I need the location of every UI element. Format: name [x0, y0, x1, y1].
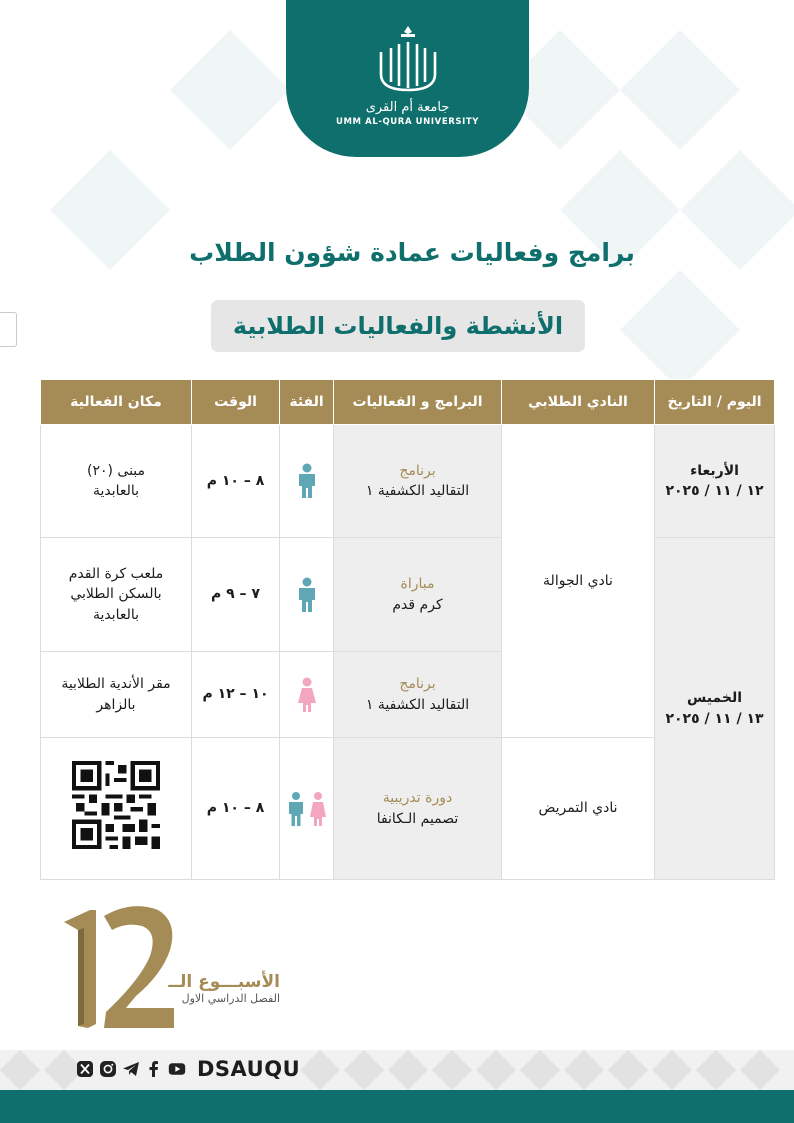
location-cell — [41, 538, 192, 652]
side-decoration — [0, 312, 17, 347]
club-cell-rovers: نادي الجوالة — [502, 425, 655, 738]
program-name: كرم قدم — [392, 596, 443, 613]
header-programs: البرامج و الفعاليات — [334, 380, 502, 425]
time-cell: ٧ – ٩ م — [192, 538, 280, 652]
header-location: مكان الفعالية — [41, 380, 192, 425]
location-line: بالعابدية — [92, 606, 140, 623]
program-cell — [334, 738, 502, 880]
location-line: بالعابدية — [92, 483, 140, 499]
day-name: الخميس — [686, 690, 743, 707]
location-line: مقر الأندية الطلابية — [61, 676, 171, 693]
table-header-row — [41, 380, 775, 425]
category-cell — [280, 738, 334, 880]
day-date: ١٢ / ١١ / ٢٠٢٥ — [665, 483, 764, 499]
telegram-icon[interactable] — [122, 1060, 140, 1078]
location-line: ملعب كرة القدم — [68, 566, 164, 583]
day-date: ١٣ / ١١ / ٢٠٢٥ — [665, 710, 764, 727]
male-icon — [296, 463, 318, 499]
time-cell: ٨ – ١٠ م — [192, 738, 280, 880]
location-cell — [41, 652, 192, 738]
category-cell — [280, 652, 334, 738]
male-icon — [296, 577, 318, 613]
program-cell — [334, 652, 502, 738]
university-name-en: UMM AL-QURA UNIVERSITY — [335, 117, 480, 127]
qr-code-icon[interactable] — [72, 761, 160, 849]
week-title: الأسبـــوع الــ — [168, 972, 280, 992]
program-name: التقاليد الكشفية ١ — [365, 696, 470, 713]
section-subtitle: الأنشطة والفعاليات الطلابية — [211, 300, 585, 352]
location-line: بالسكن الطلابي — [70, 586, 162, 603]
location-cell — [41, 738, 192, 880]
time-cell: ٨ – ١٠ م — [192, 425, 280, 538]
program-type: برنامج — [399, 462, 436, 479]
week-label — [150, 972, 280, 1005]
program-type: برنامج — [399, 676, 436, 693]
semester-label: الفصل الدراسي الاول — [181, 992, 280, 1005]
female-icon — [296, 677, 318, 713]
header-club: النادي الطلابي — [502, 380, 655, 425]
social-handle[interactable]: DSAUQU — [197, 1057, 301, 1081]
category-cell — [280, 425, 334, 538]
day-cell-wednesday — [655, 425, 775, 538]
x-icon[interactable] — [76, 1060, 94, 1078]
table-row — [41, 425, 775, 538]
university-logo-tab — [286, 0, 529, 157]
university-logo-icon — [373, 24, 443, 94]
table-row — [41, 538, 775, 652]
day-name: الأربعاء — [690, 462, 739, 479]
program-name: تصميم الـكانفا — [376, 810, 459, 827]
header-time: الوقت — [192, 380, 280, 425]
header-day-date: اليوم / التاريخ — [655, 380, 775, 425]
schedule-table — [40, 379, 775, 880]
location-line: مبنى (٢٠) — [86, 462, 146, 479]
program-cell — [334, 425, 502, 538]
location-cell — [41, 425, 192, 538]
social-bar — [76, 1056, 300, 1082]
instagram-icon[interactable] — [99, 1060, 117, 1078]
program-name: التقاليد الكشفية ١ — [365, 483, 470, 499]
facebook-icon[interactable] — [145, 1060, 163, 1078]
category-cell — [280, 538, 334, 652]
time-cell: ١٠ – ١٢ م — [192, 652, 280, 738]
day-cell-thursday — [655, 538, 775, 880]
header-category: الفئة — [280, 380, 334, 425]
footer-bar — [0, 1090, 794, 1123]
program-type: دورة تدريبية — [382, 790, 453, 807]
male-female-icon — [287, 791, 327, 827]
program-type: مباراة — [400, 576, 435, 593]
program-cell — [334, 538, 502, 652]
club-cell-nursing: نادي التمريض — [502, 738, 655, 880]
university-name-ar: جامعة أم القرى — [365, 100, 450, 115]
location-line: بالزاهر — [96, 696, 136, 713]
youtube-icon[interactable] — [168, 1060, 186, 1078]
week-number-graphic — [62, 900, 182, 1032]
page-title: برامج وفعاليات عمادة شؤون الطلاب — [189, 238, 635, 267]
